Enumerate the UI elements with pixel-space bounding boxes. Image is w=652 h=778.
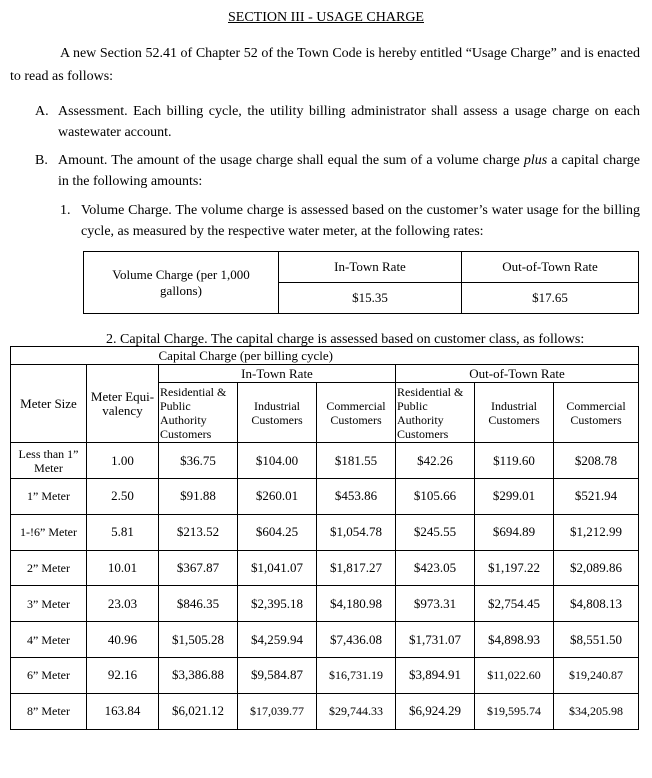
out-town-commercial-header: Commercial Customers <box>554 383 639 443</box>
out-town-residential-cell: $105.66 <box>396 479 475 515</box>
capital-caption <box>159 347 639 365</box>
capital-table-body <box>11 443 639 730</box>
out-town-commercial-cell: $19,240.87 <box>554 657 639 693</box>
in-town-residential-cell: $36.75 <box>159 443 238 479</box>
in-town-industrial-header: Industrial Customers <box>238 383 317 443</box>
section-a-label: A. <box>35 104 49 119</box>
in-town-residential-cell: $213.52 <box>159 514 238 550</box>
out-town-residential-header: Residential & Public Authority Customers <box>396 383 475 443</box>
out-town-residential-cell: $1,731.07 <box>396 622 475 658</box>
item-2-text: 2. Capital Charge. The capital charge is assessed based on customer class, as follows: <box>106 332 585 347</box>
volume-charge-table <box>83 251 639 314</box>
out-town-commercial-cell: $34,205.98 <box>554 693 639 729</box>
table-row <box>11 586 639 622</box>
meter-size-cell: 4” Meter <box>11 622 87 658</box>
equivalency-cell: 2.50 <box>87 479 159 515</box>
table-row <box>11 550 639 586</box>
in-town-commercial-cell: $29,744.33 <box>317 693 396 729</box>
out-town-industrial-cell: $19,595.74 <box>475 693 554 729</box>
section-b-text-before: Amount. The amount of the usage charge shall equal the sum of a volume charge <box>58 153 524 168</box>
out-town-commercial-cell: $8,551.50 <box>554 622 639 658</box>
in-town-residential-cell: $91.88 <box>159 479 238 515</box>
table-row <box>11 443 639 479</box>
out-town-commercial-cell: $4,808.13 <box>554 586 639 622</box>
capital-caption-text: Capital Charge (per billing cycle) <box>158 347 333 363</box>
equivalency-cell: 40.96 <box>87 622 159 658</box>
equivalency-cell: 1.00 <box>87 443 159 479</box>
meter-size-cell: 1-!6” Meter <box>11 514 87 550</box>
out-of-town-rate-header: Out-of-Town Rate <box>396 365 639 383</box>
out-town-residential-cell: $973.31 <box>396 586 475 622</box>
section-b-label: B. <box>35 153 48 168</box>
volume-in-town-header: In-Town Rate <box>279 252 462 283</box>
in-town-industrial-cell: $17,039.77 <box>238 693 317 729</box>
in-town-commercial-cell: $4,180.98 <box>317 586 396 622</box>
section-title: SECTION III - USAGE CHARGE <box>228 10 424 25</box>
in-town-commercial-cell: $181.55 <box>317 443 396 479</box>
volume-in-town-value: $15.35 <box>279 283 462 314</box>
in-town-commercial-header: Commercial Customers <box>317 383 396 443</box>
out-town-commercial-cell: $208.78 <box>554 443 639 479</box>
table-row <box>11 657 639 693</box>
meter-size-cell: 8” Meter <box>11 693 87 729</box>
out-town-industrial-cell: $11,022.60 <box>475 657 554 693</box>
out-town-industrial-cell: $4,898.93 <box>475 622 554 658</box>
in-town-residential-cell: $6,021.12 <box>159 693 238 729</box>
intro-paragraph: A new Section 52.41 of Chapter 52 of the Town Code is hereby entitled “Usage Charge” and is enacted to read as follows: <box>10 46 640 84</box>
section-b-text-italic: plus <box>523 153 548 168</box>
in-town-industrial-cell: $9,584.87 <box>238 657 317 693</box>
out-town-industrial-cell: $119.60 <box>475 443 554 479</box>
equivalency-cell: 23.03 <box>87 586 159 622</box>
meter-size-cell: 6” Meter <box>11 657 87 693</box>
equivalency-cell: 92.16 <box>87 657 159 693</box>
in-town-industrial-cell: $104.00 <box>238 443 317 479</box>
in-town-rate-header: In-Town Rate <box>159 365 396 383</box>
out-town-industrial-header: Industrial Customers <box>475 383 554 443</box>
in-town-industrial-cell: $1,041.07 <box>238 550 317 586</box>
in-town-commercial-cell: $1,054.78 <box>317 514 396 550</box>
out-town-residential-cell: $423.05 <box>396 550 475 586</box>
capital-charge-table <box>10 346 639 730</box>
meter-size-cell: 2” Meter <box>11 550 87 586</box>
in-town-commercial-cell: $1,817.27 <box>317 550 396 586</box>
volume-out-town-header: Out-of-Town Rate <box>462 252 639 283</box>
in-town-industrial-cell: $260.01 <box>238 479 317 515</box>
in-town-industrial-cell: $2,395.18 <box>238 586 317 622</box>
meter-size-cell: 1” Meter <box>11 479 87 515</box>
volume-out-town-value: $17.65 <box>462 283 639 314</box>
out-town-residential-cell: $3,894.91 <box>396 657 475 693</box>
item-1-text: Volume Charge. The volume charge is assessed based on the customer’s water usage for the billing cycle, as measured by the respective water meter, at the following rates: <box>81 203 640 239</box>
table-row <box>11 622 639 658</box>
in-town-residential-cell: $846.35 <box>159 586 238 622</box>
out-town-industrial-cell: $299.01 <box>475 479 554 515</box>
equivalency-cell: 163.84 <box>87 693 159 729</box>
out-town-industrial-cell: $2,754.45 <box>475 586 554 622</box>
in-town-commercial-cell: $453.86 <box>317 479 396 515</box>
in-town-industrial-cell: $604.25 <box>238 514 317 550</box>
table-row <box>11 693 639 729</box>
in-town-residential-header: Residential & Public Authority Customers <box>159 383 238 443</box>
out-town-residential-cell: $245.55 <box>396 514 475 550</box>
table-row <box>11 479 639 515</box>
meter-size-cell: Less than 1” Meter <box>11 443 87 479</box>
out-town-industrial-cell: $694.89 <box>475 514 554 550</box>
out-town-industrial-cell: $1,197.22 <box>475 550 554 586</box>
equivalency-cell: 5.81 <box>87 514 159 550</box>
in-town-residential-cell: $367.87 <box>159 550 238 586</box>
capital-caption-spacer <box>11 347 159 365</box>
volume-row-header: Volume Charge (per 1,000 gallons) <box>84 252 279 314</box>
out-town-commercial-cell: $521.94 <box>554 479 639 515</box>
meter-size-cell: 3” Meter <box>11 586 87 622</box>
section-b-text-after: a capital charge in the following amounts: <box>58 153 640 189</box>
in-town-residential-cell: $1,505.28 <box>159 622 238 658</box>
section-b-text <box>58 150 640 192</box>
in-town-industrial-cell: $4,259.94 <box>238 622 317 658</box>
section-a-text: Assessment. Each billing cycle, the utility billing administrator shall assess a usage charge on each wastewater account. <box>58 104 640 140</box>
out-town-commercial-cell: $1,212.99 <box>554 514 639 550</box>
in-town-residential-cell: $3,386.88 <box>159 657 238 693</box>
meter-equivalency-header: Meter Equi-valency <box>87 365 159 443</box>
out-town-commercial-cell: $2,089.86 <box>554 550 639 586</box>
equivalency-cell: 10.01 <box>87 550 159 586</box>
out-town-residential-cell: $42.26 <box>396 443 475 479</box>
table-row <box>11 514 639 550</box>
meter-size-header: Meter Size <box>11 365 87 443</box>
out-town-residential-cell: $6,924.29 <box>396 693 475 729</box>
in-town-commercial-cell: $7,436.08 <box>317 622 396 658</box>
item-1-label: 1. <box>60 203 71 218</box>
in-town-commercial-cell: $16,731.19 <box>317 657 396 693</box>
